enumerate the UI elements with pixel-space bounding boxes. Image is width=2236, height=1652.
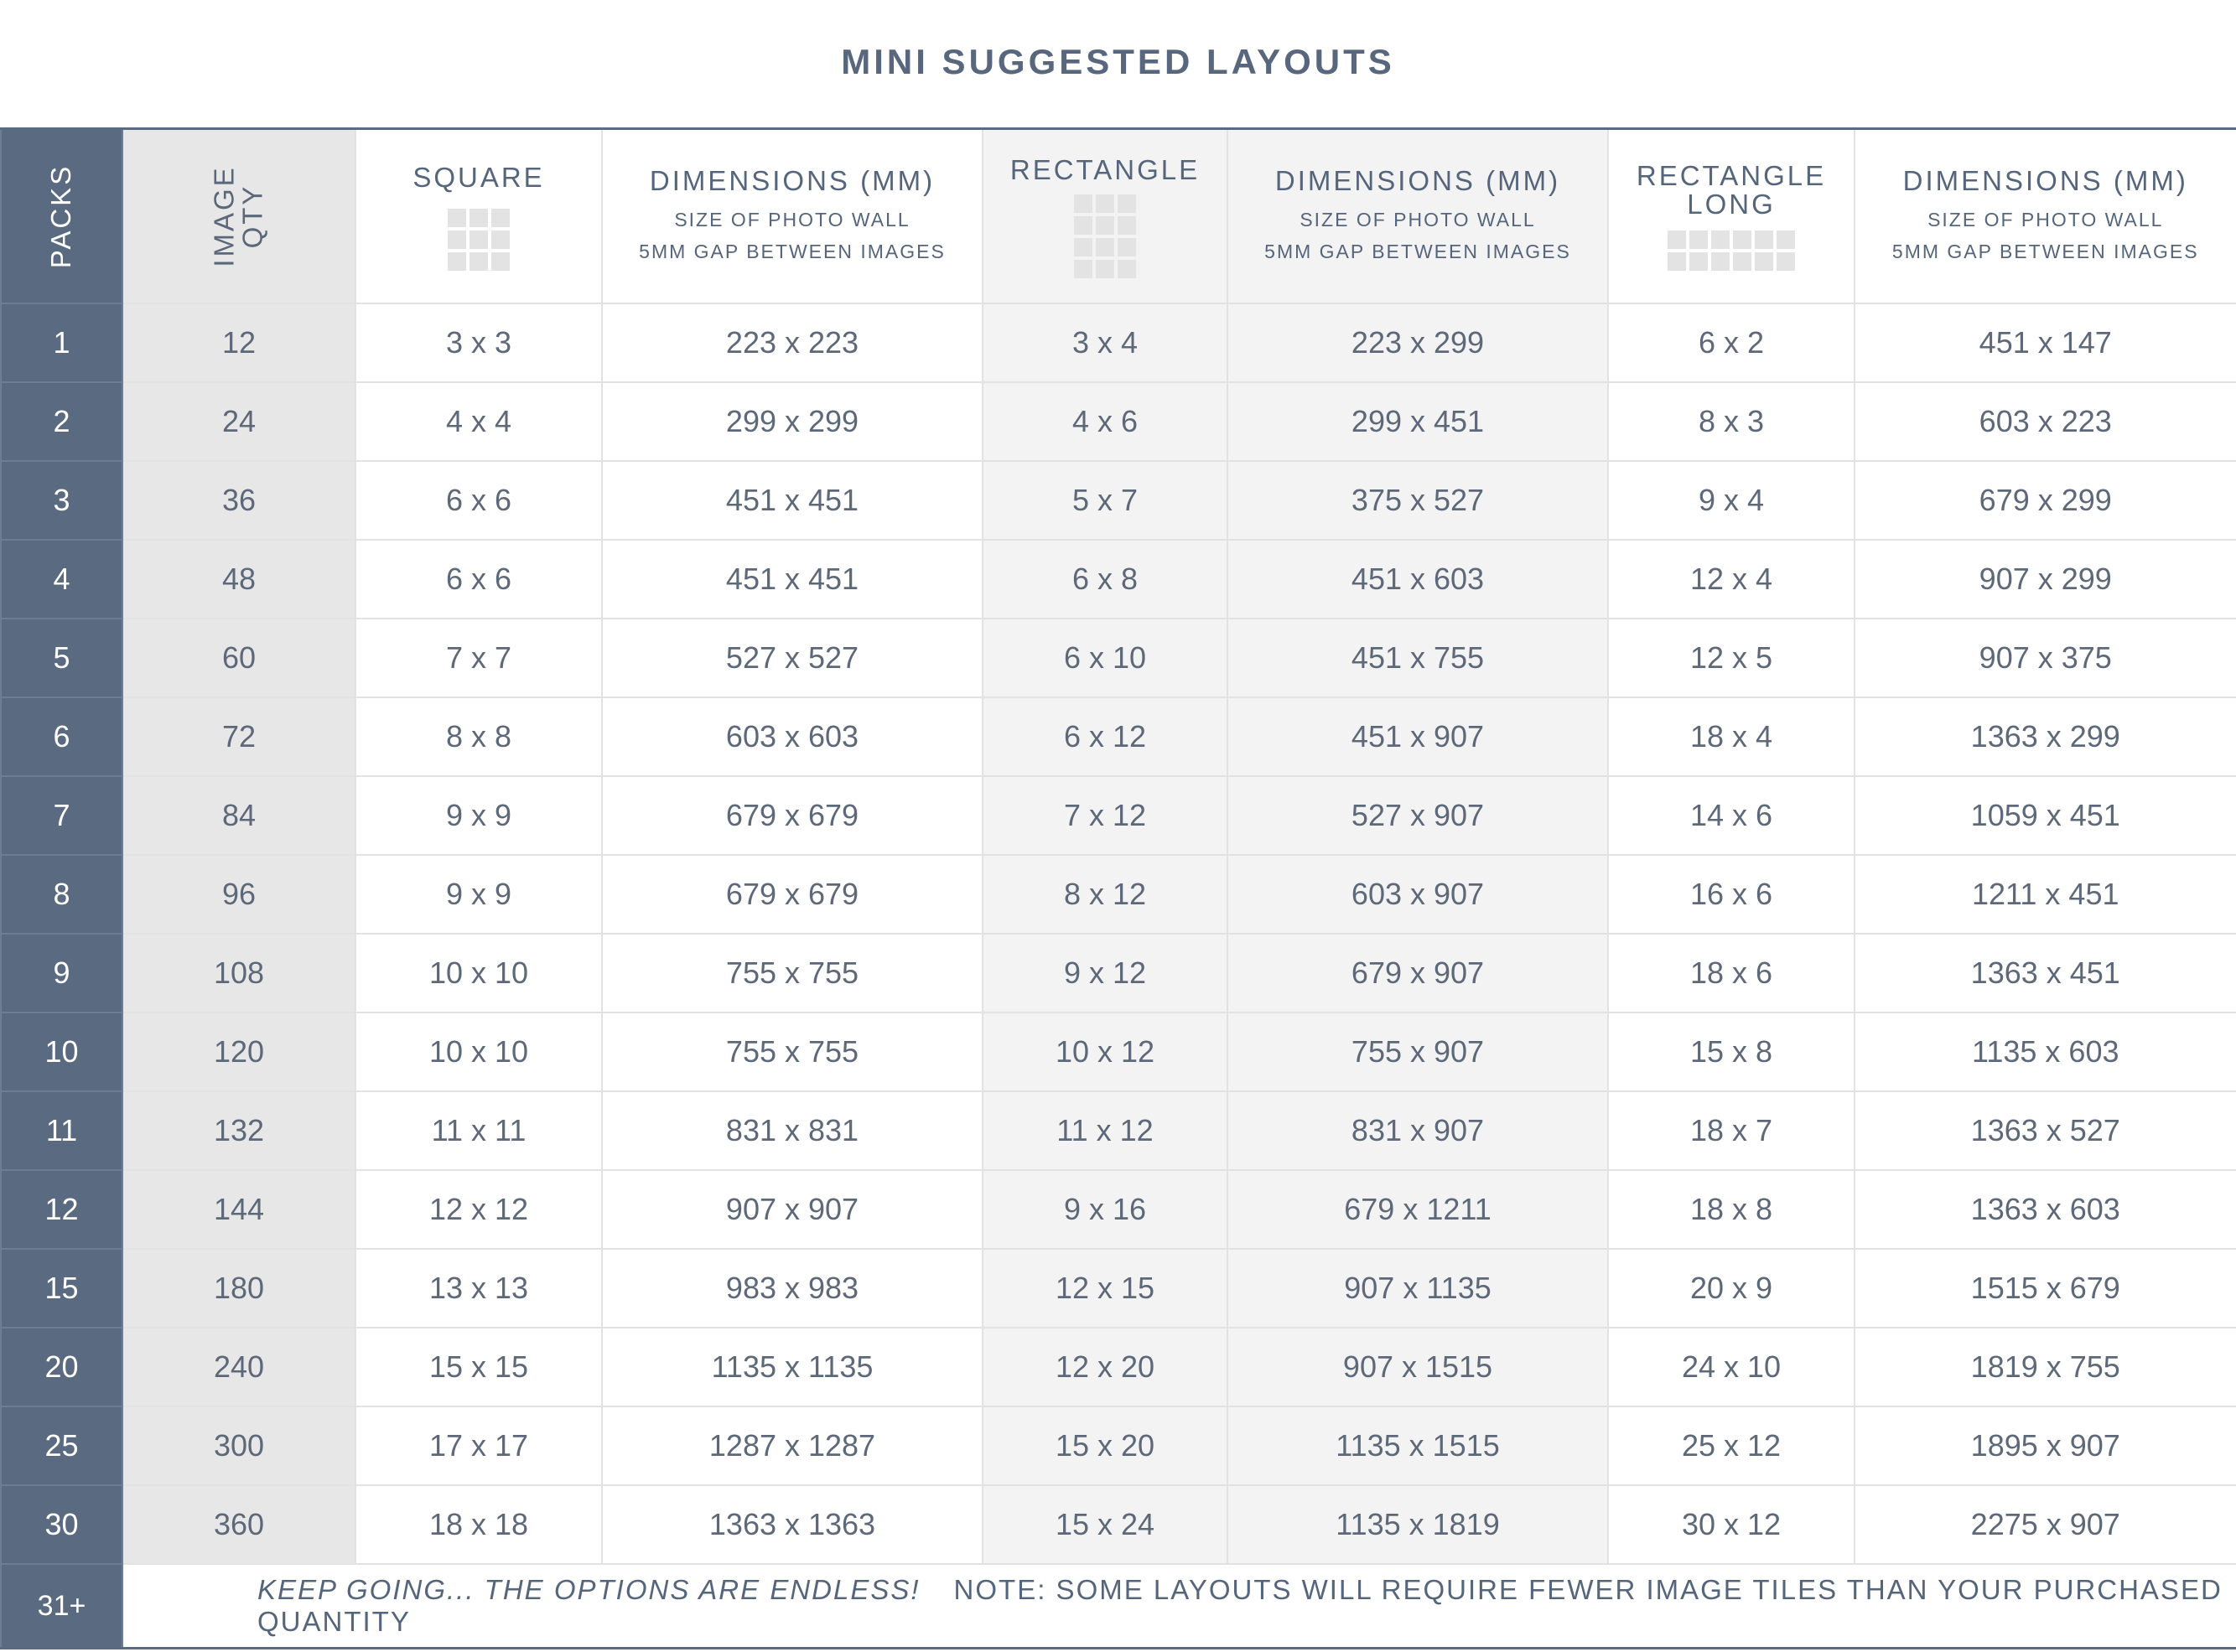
rectangle-dimensions-cell: 1135 x 1515 (1227, 1406, 1608, 1485)
rectangle-long-cell: 20 x 9 (1608, 1249, 1855, 1328)
packs-cell: 4 (1, 540, 122, 619)
rectangle-dimensions-cell: 299 x 451 (1227, 382, 1608, 461)
header-packs: PACKS (1, 129, 122, 304)
packs-cell: 2 (1, 382, 122, 461)
packs-cell: 7 (1, 776, 122, 855)
table-row (1, 1406, 2236, 1485)
rectangle-long-dimensions-cell: 1819 x 755 (1855, 1328, 2236, 1406)
square-dimensions-cell: 755 x 755 (602, 934, 983, 1012)
square-dimensions-cell: 603 x 603 (602, 697, 983, 776)
rectangle-long-dimensions-cell: 1363 x 299 (1855, 697, 2236, 776)
rectangle-long-cell: 18 x 6 (1608, 934, 1855, 1012)
square-dimensions-cell: 527 x 527 (602, 619, 983, 697)
square-dimensions-cell: 831 x 831 (602, 1091, 983, 1170)
packs-cell: 3 (1, 461, 122, 540)
table-row (1, 1091, 2236, 1170)
image-qty-cell: 12 (122, 303, 355, 382)
header-square-dimensions: DIMENSIONS (MM) SIZE OF PHOTO WALL 5MM GAP BETWEEN IMAGES (602, 129, 983, 304)
image-qty-cell: 108 (122, 934, 355, 1012)
rectangle-long-cell: 6 x 2 (1608, 303, 1855, 382)
square-cell: 11 x 11 (355, 1091, 602, 1170)
square-cell: 12 x 12 (355, 1170, 602, 1249)
table-row (1, 461, 2236, 540)
square-dimensions-cell: 1135 x 1135 (602, 1328, 983, 1406)
header-square: SQUARE (355, 129, 602, 304)
rectangle-cell: 6 x 12 (983, 697, 1227, 776)
rectangle-long-cell: 12 x 4 (1608, 540, 1855, 619)
header-row (1, 129, 2236, 304)
rectangle-cell: 8 x 12 (983, 855, 1227, 934)
image-qty-cell: 180 (122, 1249, 355, 1328)
rectangle-long-cell: 8 x 3 (1608, 382, 1855, 461)
rectangle-cell: 15 x 20 (983, 1406, 1227, 1485)
rectangle-long-dimensions-cell: 679 x 299 (1855, 461, 2236, 540)
packs-cell: 12 (1, 1170, 122, 1249)
square-cell: 17 x 17 (355, 1406, 602, 1485)
square-dimensions-cell: 983 x 983 (602, 1249, 983, 1328)
square-cell: 15 x 15 (355, 1328, 602, 1406)
image-qty-cell: 60 (122, 619, 355, 697)
rectangle-cell: 6 x 8 (983, 540, 1227, 619)
rectangle-long-cell: 25 x 12 (1608, 1406, 1855, 1485)
rectangle-grid-icon (1074, 194, 1136, 278)
image-qty-cell: 132 (122, 1091, 355, 1170)
rectangle-long-cell: 16 x 6 (1608, 855, 1855, 934)
square-grid-icon (448, 209, 510, 271)
rectangle-dimensions-cell: 451 x 603 (1227, 540, 1608, 619)
table-body (1, 303, 2236, 1649)
rectangle-long-dimensions-cell: 1363 x 603 (1855, 1170, 2236, 1249)
rectangle-cell: 12 x 20 (983, 1328, 1227, 1406)
rectangle-long-cell: 18 x 7 (1608, 1091, 1855, 1170)
table-row (1, 855, 2236, 934)
square-dimensions-cell: 1287 x 1287 (602, 1406, 983, 1485)
image-qty-cell: 36 (122, 461, 355, 540)
rectangle-cell: 10 x 12 (983, 1012, 1227, 1091)
rectangle-dimensions-cell: 755 x 907 (1227, 1012, 1608, 1091)
packs-cell: 5 (1, 619, 122, 697)
packs-cell: 30 (1, 1485, 122, 1564)
packs-cell: 15 (1, 1249, 122, 1328)
rectangle-long-cell: 9 x 4 (1608, 461, 1855, 540)
square-cell: 8 x 8 (355, 697, 602, 776)
header-rectangle-long: RECTANGLE LONG (1608, 129, 1855, 304)
square-cell: 7 x 7 (355, 619, 602, 697)
rectangle-long-dimensions-cell: 1059 x 451 (1855, 776, 2236, 855)
image-qty-cell: 144 (122, 1170, 355, 1249)
rectangle-long-dimensions-cell: 2275 x 907 (1855, 1485, 2236, 1564)
rectangle-long-dimensions-cell: 1211 x 451 (1855, 855, 2236, 934)
rectangle-dimensions-cell: 907 x 1515 (1227, 1328, 1608, 1406)
image-qty-cell: 360 (122, 1485, 355, 1564)
image-qty-cell: 48 (122, 540, 355, 619)
table-row (1, 776, 2236, 855)
rectangle-cell: 5 x 7 (983, 461, 1227, 540)
table-row (1, 1328, 2236, 1406)
rectangle-dimensions-cell: 451 x 907 (1227, 697, 1608, 776)
table-row (1, 1170, 2236, 1249)
table-row (1, 1249, 2236, 1328)
packs-cell: 25 (1, 1406, 122, 1485)
rectangle-dimensions-cell: 831 x 907 (1227, 1091, 1608, 1170)
square-cell: 10 x 10 (355, 934, 602, 1012)
square-cell: 10 x 10 (355, 1012, 602, 1091)
packs-cell: 9 (1, 934, 122, 1012)
rectangle-dimensions-cell: 223 x 299 (1227, 303, 1608, 382)
layouts-table (0, 127, 2236, 1649)
square-cell: 13 x 13 (355, 1249, 602, 1328)
table-row (1, 540, 2236, 619)
rectangle-dimensions-cell: 679 x 907 (1227, 934, 1608, 1012)
rectangle-long-dimensions-cell: 1363 x 451 (1855, 934, 2236, 1012)
table-row (1, 382, 2236, 461)
image-qty-cell: 300 (122, 1406, 355, 1485)
rectangle-cell: 12 x 15 (983, 1249, 1227, 1328)
square-cell: 9 x 9 (355, 855, 602, 934)
square-dimensions-cell: 223 x 223 (602, 303, 983, 382)
rectangle-cell: 9 x 12 (983, 934, 1227, 1012)
square-dimensions-cell: 451 x 451 (602, 461, 983, 540)
image-qty-cell: 240 (122, 1328, 355, 1406)
footer-note (122, 1564, 2236, 1649)
footer-row (1, 1564, 2236, 1649)
rectangle-cell: 3 x 4 (983, 303, 1227, 382)
rectangle-long-cell: 24 x 10 (1608, 1328, 1855, 1406)
rectangle-cell: 7 x 12 (983, 776, 1227, 855)
rectangle-cell: 15 x 24 (983, 1485, 1227, 1564)
image-qty-cell: 72 (122, 697, 355, 776)
table-row (1, 1012, 2236, 1091)
square-cell: 3 x 3 (355, 303, 602, 382)
packs-cell: 8 (1, 855, 122, 934)
image-qty-cell: 96 (122, 855, 355, 934)
packs-cell: 6 (1, 697, 122, 776)
rectangle-dimensions-cell: 375 x 527 (1227, 461, 1608, 540)
rectangle-dimensions-cell: 907 x 1135 (1227, 1249, 1608, 1328)
square-dimensions-cell: 679 x 679 (602, 776, 983, 855)
packs-cell: 11 (1, 1091, 122, 1170)
rectangle-long-dimensions-cell: 451 x 147 (1855, 303, 2236, 382)
page-title: MINI SUGGESTED LAYOUTS (841, 42, 1395, 81)
header-rectangle: RECTANGLE (983, 129, 1227, 304)
rectangle-long-cell: 14 x 6 (1608, 776, 1855, 855)
packs-cell: 1 (1, 303, 122, 382)
rectangle-cell: 4 x 6 (983, 382, 1227, 461)
rectangle-long-dimensions-cell: 1135 x 603 (1855, 1012, 2236, 1091)
rectangle-cell: 6 x 10 (983, 619, 1227, 697)
square-dimensions-cell: 451 x 451 (602, 540, 983, 619)
rectangle-long-dimensions-cell: 1515 x 679 (1855, 1249, 2236, 1328)
rectangle-dimensions-cell: 527 x 907 (1227, 776, 1608, 855)
rectangle-long-dimensions-cell: 1895 x 907 (1855, 1406, 2236, 1485)
image-qty-cell: 120 (122, 1012, 355, 1091)
keep-going-text: KEEP GOING... THE OPTIONS ARE ENDLESS! (257, 1574, 921, 1605)
table-row (1, 934, 2236, 1012)
square-dimensions-cell: 299 x 299 (602, 382, 983, 461)
header-image-qty: IMAGE QTY (122, 129, 355, 304)
packs-cell: 20 (1, 1328, 122, 1406)
square-dimensions-cell: 755 x 755 (602, 1012, 983, 1091)
rectangle-long-dimensions-cell: 603 x 223 (1855, 382, 2236, 461)
square-cell: 4 x 4 (355, 382, 602, 461)
rectangle-long-dimensions-cell: 1363 x 527 (1855, 1091, 2236, 1170)
rectangle-dimensions-cell: 679 x 1211 (1227, 1170, 1608, 1249)
rectangle-dimensions-cell: 603 x 907 (1227, 855, 1608, 934)
note-text: NOTE: SOME LAYOUTS WILL REQUIRE FEWER IMAGE TILES THAN YOUR PURCHASED QUANTITY (257, 1574, 2223, 1637)
rectangle-long-cell: 30 x 12 (1608, 1485, 1855, 1564)
rectangle-cell: 11 x 12 (983, 1091, 1227, 1170)
rectangle-dimensions-cell: 451 x 755 (1227, 619, 1608, 697)
square-dimensions-cell: 679 x 679 (602, 855, 983, 934)
header-rectangle-long-dimensions: DIMENSIONS (MM) SIZE OF PHOTO WALL 5MM GAP BETWEEN IMAGES (1855, 129, 2236, 304)
rectangle-long-cell: 12 x 5 (1608, 619, 1855, 697)
rectangle-long-cell: 18 x 8 (1608, 1170, 1855, 1249)
rectangle-long-dimensions-cell: 907 x 299 (1855, 540, 2236, 619)
rectangle-long-cell: 18 x 4 (1608, 697, 1855, 776)
packs-cell: 10 (1, 1012, 122, 1091)
rectangle-long-dimensions-cell: 907 x 375 (1855, 619, 2236, 697)
image-qty-cell: 84 (122, 776, 355, 855)
rectangle-dimensions-cell: 1135 x 1819 (1227, 1485, 1608, 1564)
table-row (1, 619, 2236, 697)
square-cell: 6 x 6 (355, 540, 602, 619)
rectangle-long-cell: 15 x 8 (1608, 1012, 1855, 1091)
table-row (1, 1485, 2236, 1564)
rectangle-long-grid-icon (1668, 230, 1795, 271)
header-rectangle-dimensions: DIMENSIONS (MM) SIZE OF PHOTO WALL 5MM GAP BETWEEN IMAGES (1227, 129, 1608, 304)
square-cell: 18 x 18 (355, 1485, 602, 1564)
table-row (1, 303, 2236, 382)
rectangle-cell: 9 x 16 (983, 1170, 1227, 1249)
square-cell: 6 x 6 (355, 461, 602, 540)
square-cell: 9 x 9 (355, 776, 602, 855)
footer-packs: 31+ (1, 1564, 122, 1649)
image-qty-cell: 24 (122, 382, 355, 461)
square-dimensions-cell: 907 x 907 (602, 1170, 983, 1249)
table-row (1, 697, 2236, 776)
square-dimensions-cell: 1363 x 1363 (602, 1485, 983, 1564)
